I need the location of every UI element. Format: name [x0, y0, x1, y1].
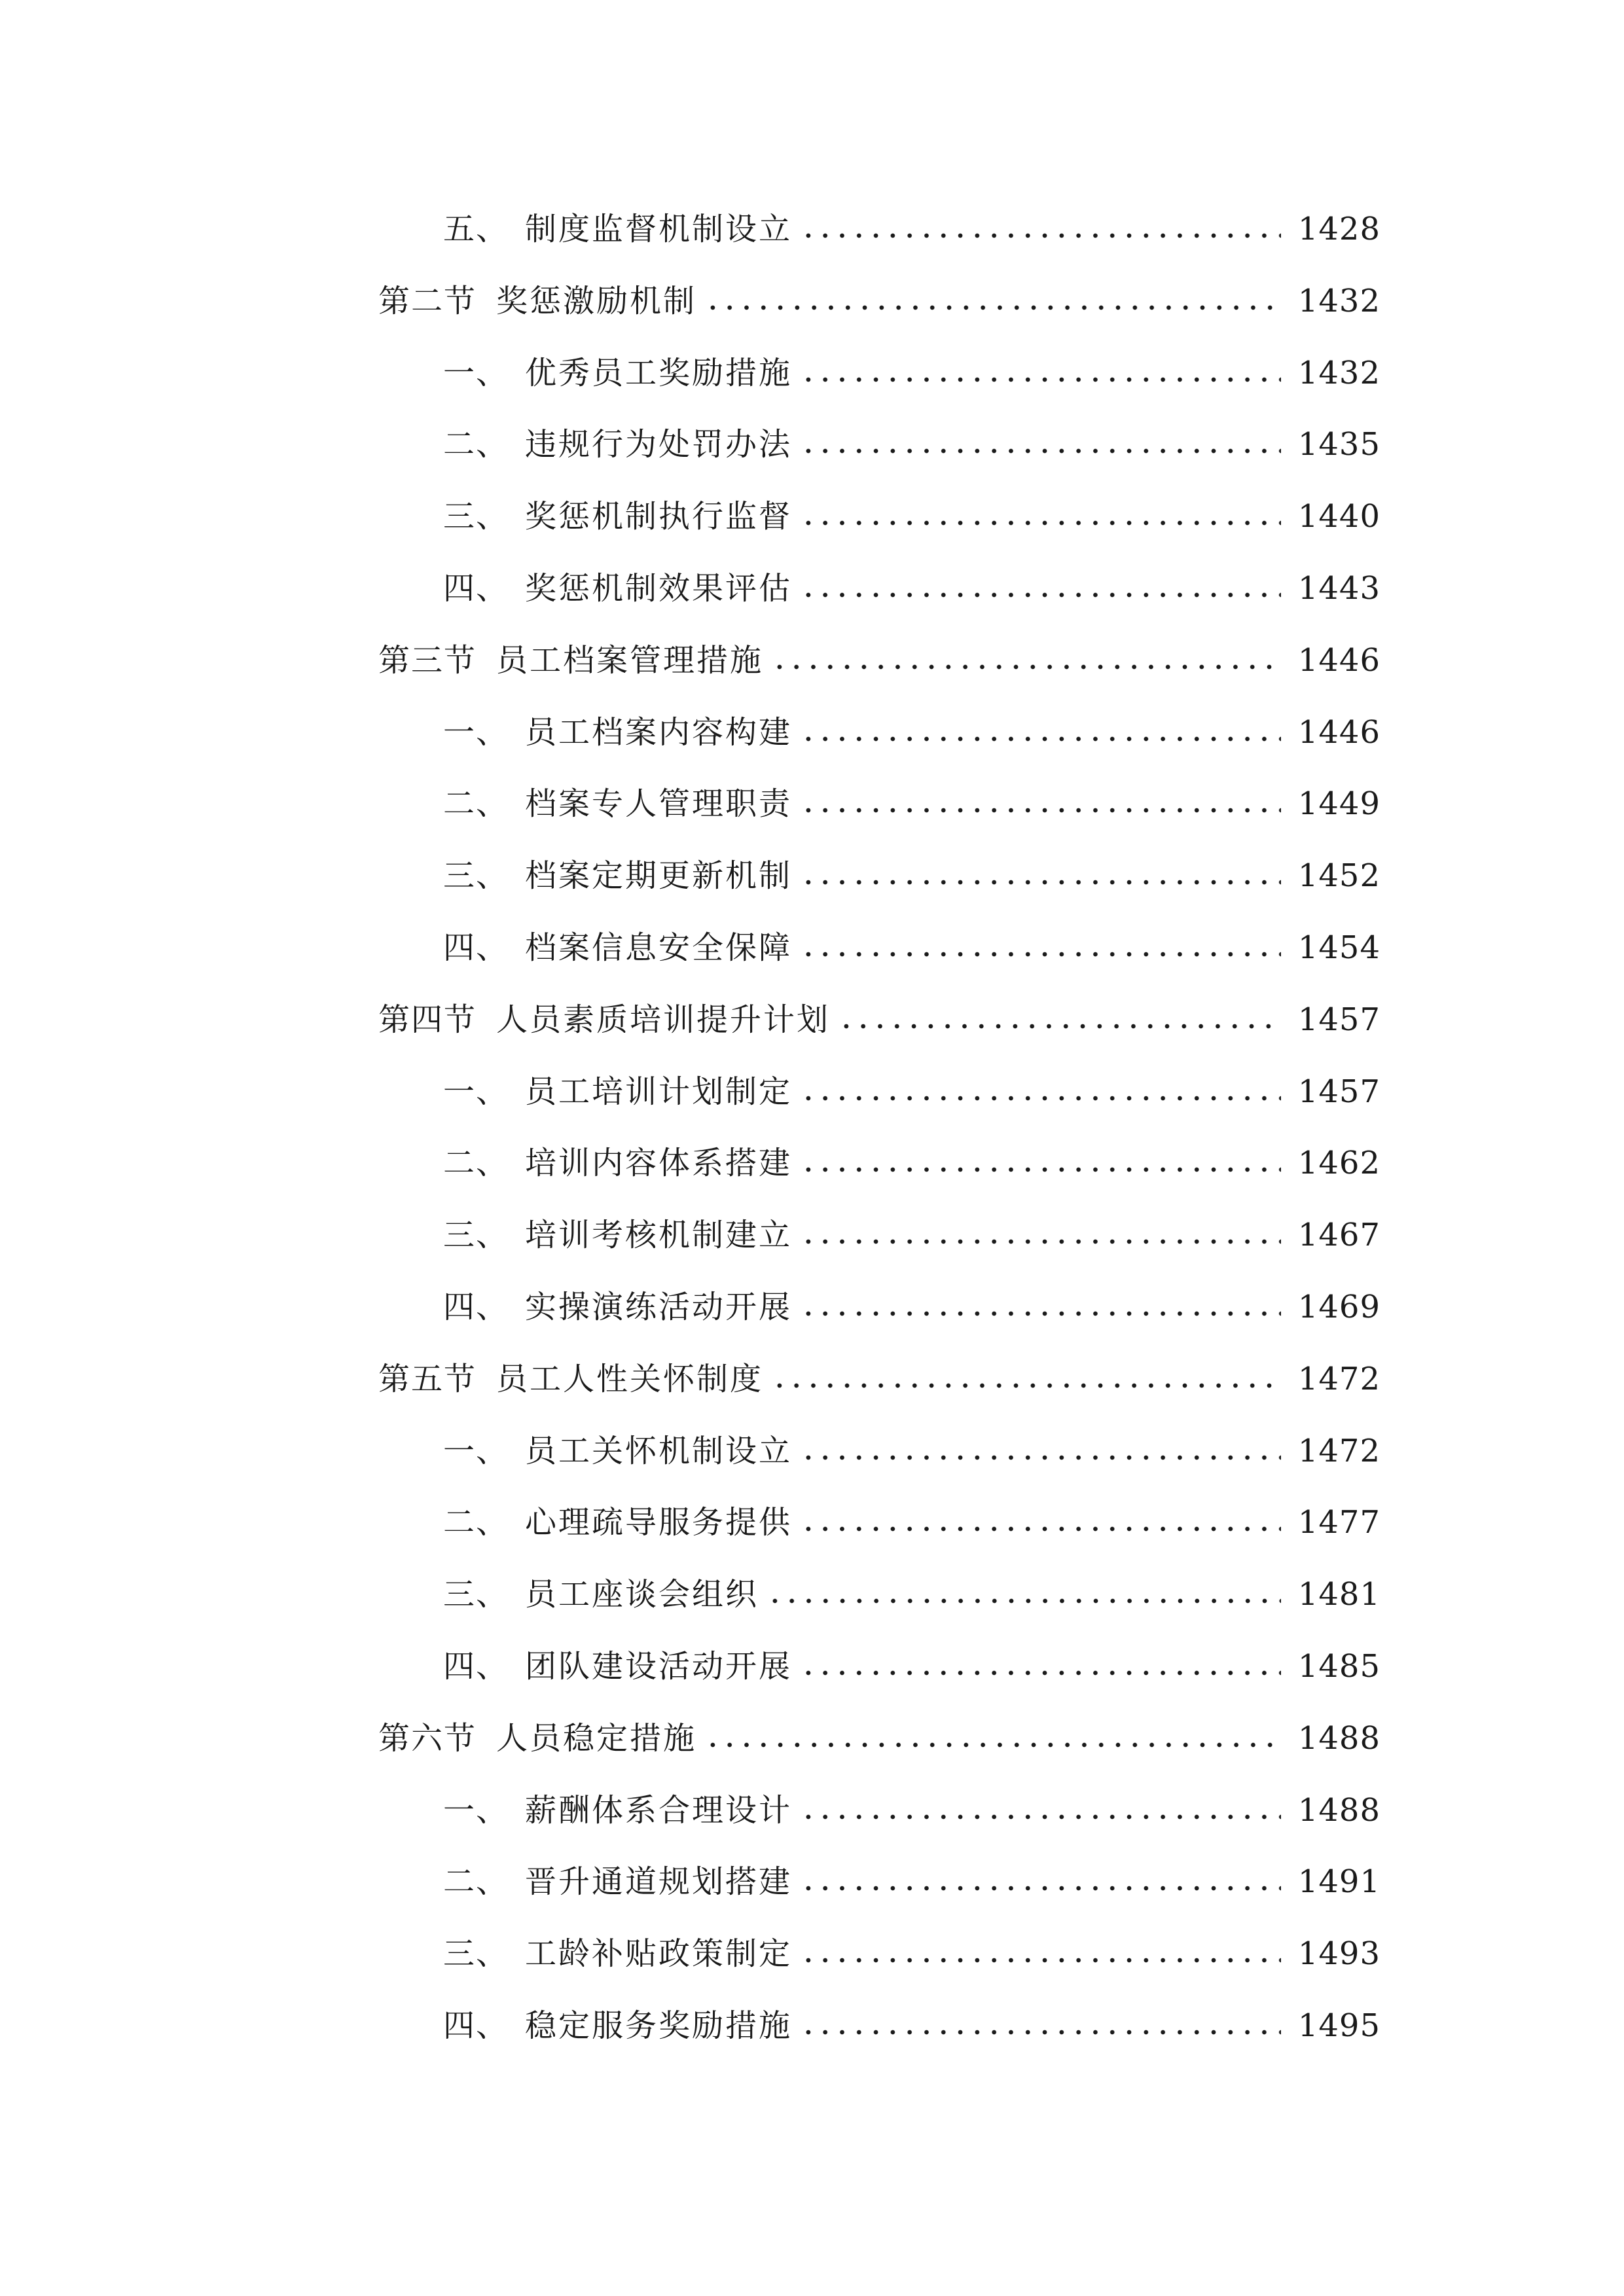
toc-entry-number: 四、: [443, 929, 509, 966]
toc-entry-number: 一、: [443, 354, 509, 391]
toc-page-number: 1454: [1297, 929, 1380, 966]
toc-dot-leader: [800, 447, 1281, 455]
toc-section-entry[interactable]: [378, 272, 1380, 331]
toc-subsection-entry[interactable]: [443, 415, 1380, 474]
toc-entry-number: 二、: [443, 785, 509, 823]
toc-dot-leader: [800, 1166, 1281, 1174]
toc-entry-number: 第五节: [378, 1360, 477, 1397]
toc-subsection-entry[interactable]: [443, 1062, 1380, 1121]
toc-entry-title: 员工档案管理措施: [496, 641, 764, 679]
toc-dot-leader: [800, 1310, 1281, 1318]
toc-entry-number: 二、: [443, 1145, 509, 1182]
toc-dot-leader: [704, 1741, 1281, 1749]
toc-page-number: 1457: [1297, 1073, 1380, 1110]
toc-entry-title: 心理疏导服务提供: [525, 1504, 793, 1541]
toc-subsection-entry[interactable]: [443, 703, 1380, 762]
toc-page-number: 1449: [1297, 785, 1380, 823]
toc-dot-leader: [800, 878, 1281, 886]
toc-entry-title: 档案定期更新机制: [525, 857, 793, 895]
toc-entry-number: 一、: [443, 1432, 509, 1469]
toc-entry-number: 三、: [443, 1576, 509, 1613]
toc-entry-number: 三、: [443, 1217, 509, 1254]
toc-dot-leader: [800, 1238, 1281, 1246]
toc-dot-leader: [800, 950, 1281, 958]
toc-entry-number: 五、: [443, 211, 509, 247]
toc-entry-title: 团队建设活动开展: [525, 1648, 793, 1685]
toc-subsection-entry[interactable]: [443, 1996, 1380, 2055]
toc-entry-title: 档案专人管理职责: [525, 785, 793, 823]
toc-entry-title: 制度监督机制设立: [525, 211, 793, 247]
toc-dot-leader: [800, 1884, 1281, 1892]
toc-dot-leader: [800, 735, 1281, 743]
toc-dot-leader: [800, 232, 1281, 240]
toc-dot-leader: [771, 663, 1281, 671]
toc-entry-title: 培训内容体系搭建: [525, 1145, 793, 1182]
toc-entry-number: 二、: [443, 1504, 509, 1541]
toc-entry-number: 第二节: [378, 282, 477, 319]
toc-subsection-entry[interactable]: [443, 1781, 1380, 1840]
toc-subsection-entry[interactable]: [443, 344, 1380, 403]
toc-entry-title: 培训考核机制建立: [525, 1217, 793, 1254]
toc-page-number: 1462: [1297, 1145, 1380, 1182]
toc-entry-title: 员工人性关怀制度: [496, 1360, 764, 1397]
toc-entry-number: 第四节: [378, 1001, 477, 1038]
toc-subsection-entry[interactable]: [443, 1422, 1380, 1480]
toc-entry-number: 第三节: [378, 641, 477, 679]
toc-page-number: 1446: [1297, 641, 1380, 679]
toc-entry-number: 四、: [443, 570, 509, 607]
toc-subsection-entry[interactable]: [443, 200, 1380, 259]
toc-entry-title: 奖惩机制执行监督: [525, 498, 793, 535]
toc-page-number: 1440: [1297, 498, 1380, 535]
toc-entry-title: 员工档案内容构建: [525, 713, 793, 751]
toc-subsection-entry[interactable]: [443, 774, 1380, 833]
toc-entry-number: 三、: [443, 1935, 509, 1973]
toc-subsection-entry[interactable]: [443, 559, 1380, 618]
toc-entry-number: 三、: [443, 498, 509, 535]
toc-page-number: 1491: [1297, 1863, 1380, 1901]
toc-dot-leader: [800, 1956, 1281, 1964]
toc-page-number: 1469: [1297, 1289, 1380, 1325]
toc-dot-leader: [800, 1669, 1281, 1677]
toc-entry-title: 稳定服务奖励措施: [525, 2007, 793, 2044]
toc-page-number: 1488: [1297, 1791, 1380, 1829]
toc-subsection-entry[interactable]: [443, 1206, 1380, 1265]
toc-entry-number: 一、: [443, 1791, 509, 1829]
toc-entry-number: 二、: [443, 1863, 509, 1901]
toc-entry-title: 人员稳定措施: [496, 1719, 697, 1757]
toc-page-number: 1472: [1297, 1432, 1380, 1469]
toc-page-number: 1495: [1297, 2007, 1380, 2044]
toc-dot-leader: [800, 1454, 1281, 1462]
toc-entry-title: 档案信息安全保障: [525, 929, 793, 966]
toc-subsection-entry[interactable]: [443, 1278, 1380, 1336]
toc-page-number: 1467: [1297, 1217, 1380, 1254]
toc-entry-number: 第六节: [378, 1719, 477, 1757]
toc-dot-leader: [800, 1813, 1281, 1821]
toc-page-number: 1432: [1297, 282, 1380, 319]
toc-subsection-entry[interactable]: [443, 1637, 1380, 1696]
toc-page-number: 1472: [1297, 1360, 1380, 1397]
toc-subsection-entry[interactable]: [443, 1924, 1380, 1983]
toc-page-number: 1428: [1297, 211, 1380, 247]
toc-dot-leader: [800, 806, 1281, 814]
toc-subsection-entry[interactable]: [443, 1493, 1380, 1552]
toc-entry-title: 优秀员工奖励措施: [525, 354, 793, 391]
toc-entry-title: 人员素质培训提升计划: [496, 1001, 831, 1038]
toc-entry-number: 四、: [443, 1648, 509, 1685]
toc-page-number: 1485: [1297, 1648, 1380, 1685]
toc-page-number: 1488: [1297, 1719, 1380, 1757]
toc-page-number: 1457: [1297, 1001, 1380, 1038]
toc-entry-title: 工龄补贴政策制定: [525, 1935, 793, 1973]
toc-entry-title: 员工关怀机制设立: [525, 1432, 793, 1469]
toc-subsection-entry[interactable]: [443, 1134, 1380, 1193]
toc-dot-leader: [800, 376, 1281, 384]
toc-dot-leader: [800, 1525, 1281, 1533]
toc-dot-leader: [800, 519, 1281, 527]
toc-entry-title: 晋升通道规划搭建: [525, 1863, 793, 1901]
toc-page-number: 1443: [1297, 570, 1380, 607]
toc-entry-number: 一、: [443, 1073, 509, 1110]
toc-page-number: 1435: [1297, 426, 1380, 463]
toc-entry-number: 四、: [443, 1289, 509, 1325]
toc-dot-leader: [771, 1382, 1281, 1390]
toc-subsection-entry[interactable]: [443, 1852, 1380, 1911]
toc-entry-title: 奖惩机制效果评估: [525, 570, 793, 607]
toc-dot-leader: [704, 304, 1281, 312]
toc-dot-leader: [838, 1022, 1281, 1030]
toc-subsection-entry[interactable]: [443, 918, 1380, 977]
toc-dot-leader: [800, 1094, 1281, 1102]
toc-subsection-entry[interactable]: [443, 846, 1380, 905]
toc-dot-leader: [800, 2028, 1281, 2036]
toc-section-entry[interactable]: [378, 631, 1380, 690]
toc-entry-title: 员工座谈会组织: [525, 1576, 759, 1613]
toc-page-number: 1446: [1297, 713, 1380, 751]
toc-entry-title: 违规行为处罚办法: [525, 426, 793, 463]
toc-page-number: 1452: [1297, 857, 1380, 895]
toc-dot-leader: [767, 1597, 1281, 1605]
toc-entry-title: 薪酬体系合理设计: [525, 1791, 793, 1829]
toc-entry-number: 四、: [443, 2007, 509, 2044]
toc-entry-number: 一、: [443, 713, 509, 751]
toc-subsection-entry[interactable]: [443, 487, 1380, 546]
toc-entry-title: 实操演练活动开展: [525, 1289, 793, 1325]
toc-entry-title: 员工培训计划制定: [525, 1073, 793, 1110]
toc-section-entry[interactable]: [378, 1350, 1380, 1408]
toc-page-number: 1432: [1297, 354, 1380, 391]
toc-subsection-entry[interactable]: [443, 1565, 1380, 1624]
toc-section-entry[interactable]: [378, 990, 1380, 1049]
toc-entry-number: 三、: [443, 857, 509, 895]
toc-dot-leader: [800, 591, 1281, 599]
toc-section-entry[interactable]: [378, 1709, 1380, 1768]
toc-page-number: 1481: [1297, 1576, 1380, 1613]
toc-page-number: 1477: [1297, 1504, 1380, 1541]
toc-page-number: 1493: [1297, 1935, 1380, 1973]
toc-entry-title: 奖惩激励机制: [496, 282, 697, 319]
toc-entry-number: 二、: [443, 426, 509, 463]
